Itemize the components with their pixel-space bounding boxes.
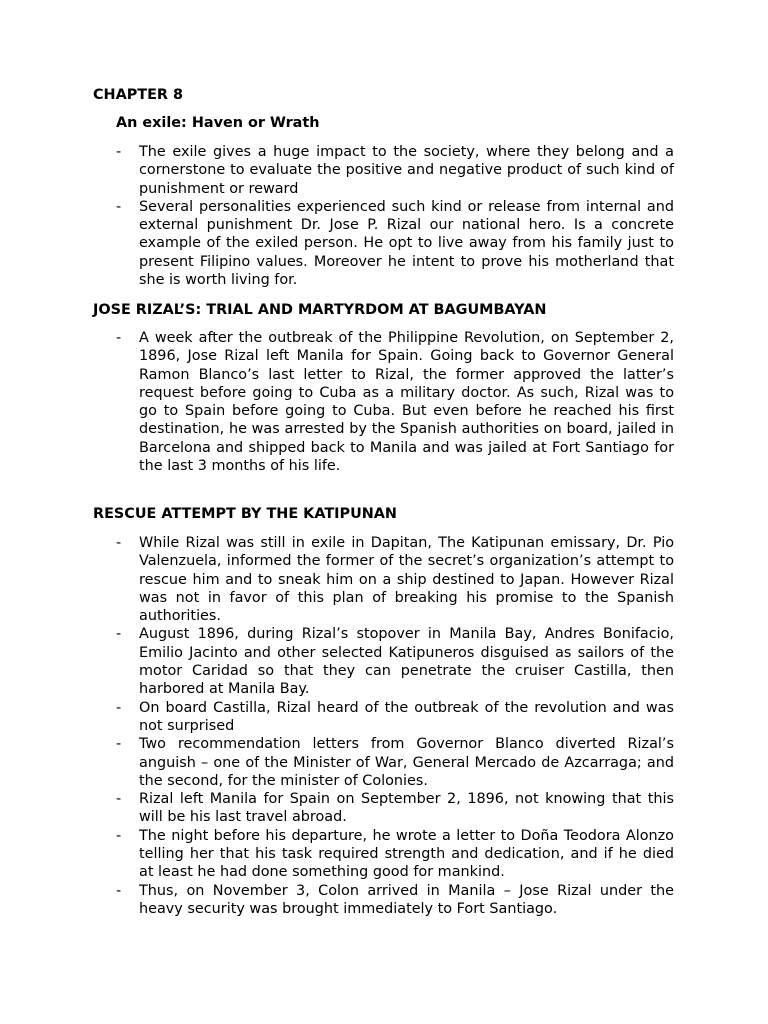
list-item	[116, 827, 674, 882]
list-item-text: Rizal left Manila for Spain on September 2, 1896, not knowing that this will be his last travel abroad.	[139, 791, 674, 826]
bullet-dash: -	[116, 699, 122, 716]
list-item	[116, 882, 674, 919]
list-item	[116, 699, 674, 736]
list-item-text: Two recommendation letters from Governor Blanco diverted Rizal’s anguish – one of the Minister of War, General Mercado de Azcarraga; and the second, for the minister of Colonies.	[139, 736, 674, 789]
list-item-text: August 1896, during Rizal’s stopover in Manila Bay, Andres Bonifacio, Emilio Jacinto and other selected Katipuneros disguised as sailors of the motor Caridad so that they can penetrate the cruiser Castilla, then harbored at Manila Bay.	[139, 626, 674, 698]
list-item	[116, 198, 674, 289]
bullet-dash: -	[116, 626, 122, 643]
list-item-text: A week after the outbreak of the Philippine Revolution, on September 2, 1896, Jose Rizal left Manila for Spain. Going back to Governor General Ramon Blanco’s last letter to Rizal, the former approved the latter’s request before going to Cuba as a military doctor. As such, Rizal was to go to Spain before going to Cuba. But even before he reached his first destination, he was arrested by the Spanish authorities on board, jailed in Barcelona and shipped back to Manila and was jailed at Fort Santiago for the last 3 months of his life.	[139, 330, 674, 475]
list-item	[116, 735, 674, 790]
section-heading-rescue: RESCUE ATTEMPT BY THE KATIPUNAN	[93, 506, 397, 522]
section-heading-trial: JOSE RIZAL’S: TRIAL AND MARTYRDOM AT BAGUMBAYAN	[93, 302, 547, 318]
list-item-text: On board Castilla, Rizal heard of the outbreak of the revolution and was not surprised	[139, 699, 674, 734]
rescue-list	[116, 534, 674, 918]
chapter-title: CHAPTER 8	[93, 87, 184, 103]
bullet-dash: -	[116, 535, 122, 551]
trial-list	[116, 329, 674, 475]
bullet-dash: -	[116, 791, 122, 808]
list-item	[116, 534, 674, 625]
chapter-subtitle: An exile: Haven or Wrath	[116, 115, 320, 131]
list-item	[116, 329, 674, 475]
list-item	[116, 790, 674, 827]
bullet-dash: -	[116, 330, 122, 346]
list-item	[116, 625, 674, 698]
intro-list	[116, 143, 674, 289]
list-item-text: The exile gives a huge impact to the society, where they belong and a cornerstone to evaluate the positive and negative product of such kind of punishment or reward	[139, 144, 674, 197]
bullet-dash: -	[116, 736, 122, 753]
list-item-text: Thus, on November 3, Colon arrived in Manila – Jose Rizal under the heavy security was brought immediately to Fort Santiago.	[139, 882, 674, 917]
bullet-dash: -	[116, 198, 122, 215]
bullet-dash: -	[116, 144, 122, 160]
bullet-dash: -	[116, 827, 122, 844]
bullet-dash: -	[116, 882, 122, 899]
list-item-text: While Rizal was still in exile in Dapitan, The Katipunan emissary, Dr. Pio Valenzuela, informed the former of the secret’s organization’s attempt to rescue him and to sneak him on a ship destined to Japan. However Rizal was not in favor of this plan of breaking his promise to the Spanish authorities.	[139, 535, 674, 625]
list-item-text: Several personalities experienced such kind or release from internal and external punishment Dr. Jose P. Rizal our national hero. Is a concrete example of the exiled person. He opt to live away from his family just to present Filipino values. Moreover he intent to prove his motherland that she is worth living for.	[139, 198, 674, 289]
list-item-text: The night before his departure, he wrote a letter to Doña Teodora Alonzo telling her that his task required strength and dedication, and if he died at least he had done something good for mankind.	[139, 827, 674, 881]
list-item	[116, 143, 674, 198]
